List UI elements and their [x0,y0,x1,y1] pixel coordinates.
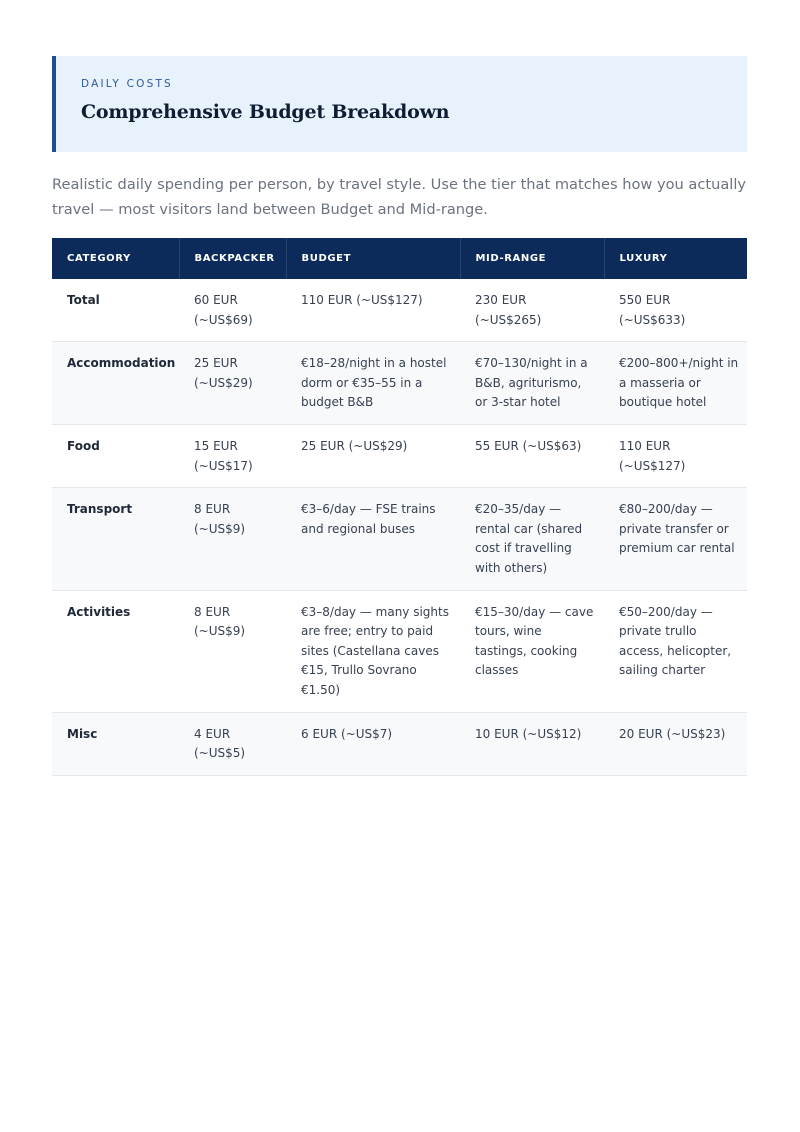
budget-cell: €3–6/day — FSE trains and regional buses [286,488,460,590]
backpacker-cell: 8 EUR (~US$9) [179,590,286,712]
luxury-cell: 110 EUR (~US$127) [604,424,747,487]
backpacker-cell: 8 EUR (~US$9) [179,488,286,590]
table-row [52,279,747,342]
backpacker-cell: 4 EUR (~US$5) [179,712,286,775]
page-title: Comprehensive Budget Breakdown [81,101,450,123]
row-category-cell: Food [52,424,179,487]
mid-range-cell: 230 EUR (~US$265) [460,279,604,342]
table-row [52,424,747,487]
luxury-cell: €200–800+/night in a masseria or boutique hotel [604,342,747,425]
luxury-cell: 20 EUR (~US$23) [604,712,747,775]
row-category-cell: Total [52,279,179,342]
page [52,56,747,776]
mid-range-cell: €15–30/day — cave tours, wine tastings, cooking classes [460,590,604,712]
column-header-budget: BUDGET [286,238,460,279]
section-header [52,56,747,152]
column-header-luxury: LUXURY [604,238,747,279]
luxury-cell: €50–200/day — private trullo access, helicopter, sailing charter [604,590,747,712]
table-header-row [52,238,747,279]
budget-cell: €18–28/night in a hostel dorm or €35–55 in a budget B&B [286,342,460,425]
row-category-cell: Accommodation [52,342,179,425]
mid-range-cell: €20–35/day — rental car (shared cost if travelling with others) [460,488,604,590]
row-category-cell: Activities [52,590,179,712]
table-row [52,488,747,590]
backpacker-cell: 25 EUR (~US$29) [179,342,286,425]
row-category-cell: Transport [52,488,179,590]
budget-cell: 6 EUR (~US$7) [286,712,460,775]
column-header-mid-range: MID-RANGE [460,238,604,279]
intro-paragraph: Realistic daily spending per person, by travel style. Use the tier that matches how you actually travel — most visitors land between Budget and Mid-range. [52,176,747,218]
backpacker-cell: 60 EUR (~US$69) [179,279,286,342]
luxury-cell: 550 EUR (~US$633) [604,279,747,342]
column-header-category: CATEGORY [52,238,179,279]
section-eyebrow: DAILY COSTS [81,78,173,90]
budget-cell: €3–8/day — many sights are free; entry to paid sites (Castellana caves €15, Trullo Sovrano €1.50) [286,590,460,712]
luxury-cell: €80–200/day — private transfer or premium car rental [604,488,747,590]
mid-range-cell: €70–130/night in a B&B, agriturismo, or 3-star hotel [460,342,604,425]
mid-range-cell: 55 EUR (~US$63) [460,424,604,487]
mid-range-cell: 10 EUR (~US$12) [460,712,604,775]
column-header-backpacker: BACKPACKER [179,238,286,279]
table-row [52,342,747,425]
budget-table [52,238,747,776]
backpacker-cell: 15 EUR (~US$17) [179,424,286,487]
table-row [52,590,747,712]
budget-cell: 25 EUR (~US$29) [286,424,460,487]
row-category-cell: Misc [52,712,179,775]
table-row [52,712,747,775]
budget-cell: 110 EUR (~US$127) [286,279,460,342]
